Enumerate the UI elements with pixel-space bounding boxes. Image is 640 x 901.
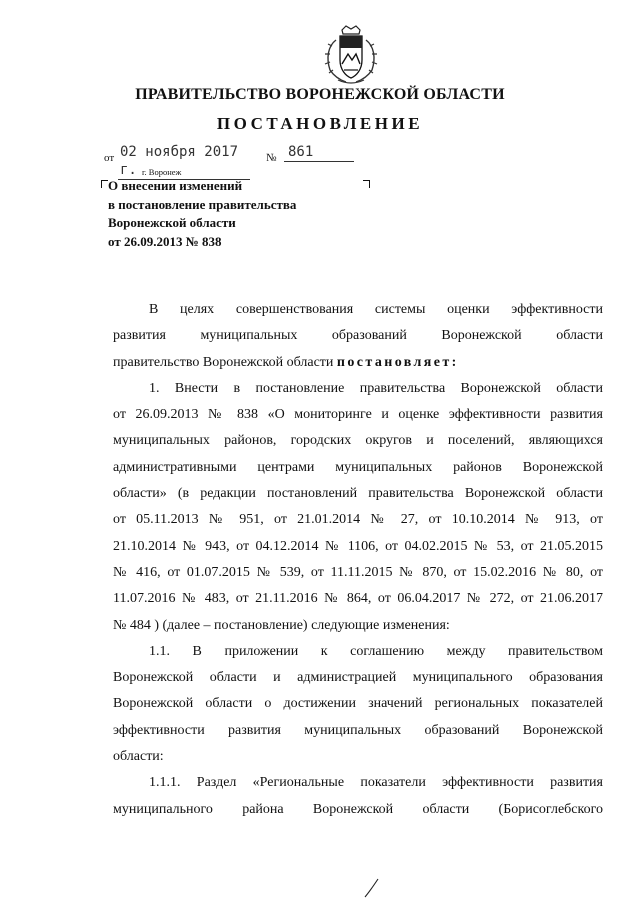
document-number-stamp: 861 <box>284 143 354 162</box>
number-prefix: № <box>266 152 277 164</box>
subject-line: Воронежской области <box>108 215 236 230</box>
coat-of-arms-emblem <box>322 24 380 86</box>
body-line: 1. Внести в постановление правительства Воронежской области <box>149 380 603 396</box>
document-body <box>113 297 603 823</box>
subject-line: О внесении изменений <box>108 178 243 193</box>
body-line: муниципального района Воронежской области (Борисоглебского <box>113 801 603 817</box>
body-line: области: <box>113 749 164 765</box>
body-line: № 484 ) (далее – постановление) следующие изменения: <box>113 617 450 633</box>
government-title: ПРАВИТЕЛЬСТВО ВОРОНЕЖСКОЙ ОБЛАСТИ <box>135 86 505 103</box>
body-line: муниципальных районов, городских округов и поселений, являющихся <box>113 433 603 449</box>
body-line: области» (в редакции постановлений правительства Воронежской области <box>113 486 603 502</box>
body-line: 1.1.1. Раздел «Региональные показатели эффективности развития <box>149 775 603 791</box>
subject-corner-right <box>363 180 370 188</box>
subject-line: от 26.09.2013 № 838 <box>108 233 222 249</box>
body-line: В целях совершенствования системы оценки эффективности <box>149 302 603 317</box>
body-line: административными центрами муниципальных районов Воронежской <box>113 459 603 475</box>
body-line: от 26.09.2013 № 838 «О мониторинге и оценке эффективности развития <box>113 407 603 423</box>
body-line: № 416, от 01.07.2015 № 539, от 11.11.2015 № 870, от 15.02.2016 № 80, от <box>113 564 603 580</box>
subject-corner-left <box>101 180 108 188</box>
body-line: Воронежской области о достижении значений региональных показателей <box>113 696 603 712</box>
body-text: правительство Воронежской области <box>113 354 337 370</box>
body-line: 21.10.2014 № 943, от 04.12.2014 № 1106, от 04.02.2015 № 53, от 21.05.2015 <box>113 538 603 554</box>
body-line: эффективности развития муниципальных образований Воронежской <box>113 722 603 738</box>
document-date-stamp: 02 ноября 2017 г. <box>118 143 250 180</box>
body-line: от 05.11.2013 № 951, от 21.01.2014 № 27, от 10.10.2014 № 913, от <box>113 512 603 528</box>
document-type-title: ПОСТАНОВЛЕНИЕ <box>216 114 424 133</box>
date-prefix: от <box>104 152 115 164</box>
subject-line: в постановление правительства <box>108 196 297 212</box>
city-label: г. Воронеж <box>142 167 182 177</box>
body-line: 11.07.2016 № 483, от 21.11.2016 № 864, от 06.04.2017 № 272, от 21.06.2017 <box>113 591 603 607</box>
body-line: развития муниципальных образований Воронежской области <box>113 328 603 344</box>
resolves-keyword: постановляет: <box>336 354 459 370</box>
body-line: Воронежской области и администрацией муниципального образования <box>113 670 603 686</box>
body-line: 1.1. В приложении к соглашению между правительством <box>149 643 603 659</box>
signature-stroke <box>362 878 382 898</box>
body-line <box>113 350 603 376</box>
document-subject <box>108 177 348 251</box>
